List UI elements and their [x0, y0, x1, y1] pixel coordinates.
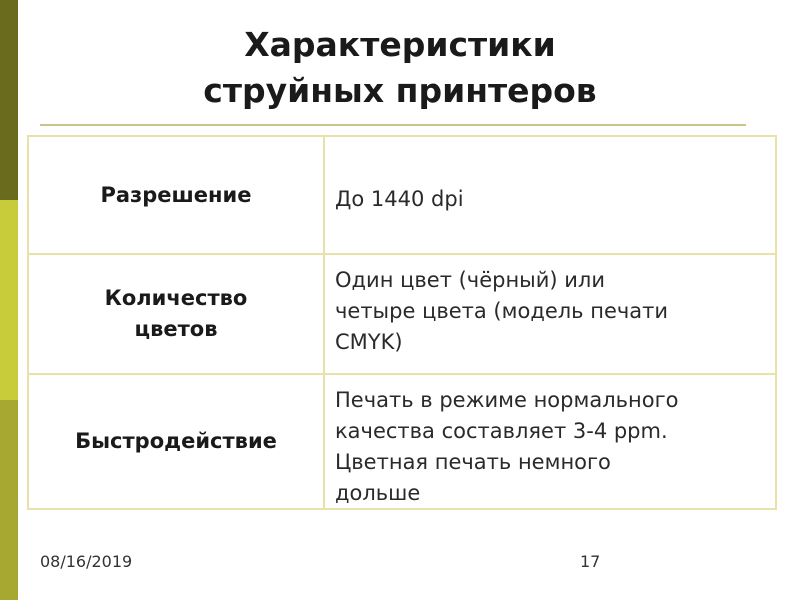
table-cell-value: [325, 375, 775, 508]
value-colors-line1: Один цвет (чёрный) или: [335, 268, 605, 292]
table-row-resolution: [29, 137, 775, 255]
table-cell-label: [29, 375, 325, 508]
value-speed-line3: Цветная печать немного: [335, 450, 611, 474]
label-colors-line1: Количество: [104, 286, 248, 310]
table-row-speed: [29, 375, 775, 508]
value-colors-line3: CMYK): [335, 330, 403, 354]
value-speed-line4: дольше: [335, 481, 421, 505]
value-colors-line2: четыре цвета (модель печати: [335, 299, 669, 323]
label-resolution: Разрешение: [100, 182, 252, 207]
side-bar-segment-dark: [0, 0, 18, 200]
slide-title: [30, 22, 770, 114]
characteristics-table: [27, 135, 777, 510]
side-bar-segment-mid: [0, 400, 18, 600]
label-colors-line2: цветов: [134, 317, 218, 341]
side-decoration-bar: [0, 0, 18, 600]
label-speed: Быстродействие: [75, 429, 277, 453]
table-cell-value: [325, 255, 775, 373]
side-divider: [18, 0, 22, 600]
value-speed-line1: Печать в режиме нормального: [335, 388, 679, 412]
side-bar-segment-light: [0, 200, 18, 400]
slide-title-line1: Характеристики: [244, 25, 556, 64]
value-resolution: До 1440 dpi: [335, 187, 464, 211]
title-underline: [40, 124, 746, 126]
slide-title-line2: струйных принтеров: [203, 71, 597, 110]
footer-date: 08/16/2019: [40, 552, 133, 571]
table-cell-label: [29, 255, 325, 373]
table-cell-label: [29, 137, 325, 253]
table-cell-value: [325, 137, 775, 253]
footer-page-number: 17: [580, 552, 601, 571]
value-speed-line2: качества составляет 3-4 ppm.: [335, 419, 668, 443]
table-row-colors: [29, 255, 775, 375]
